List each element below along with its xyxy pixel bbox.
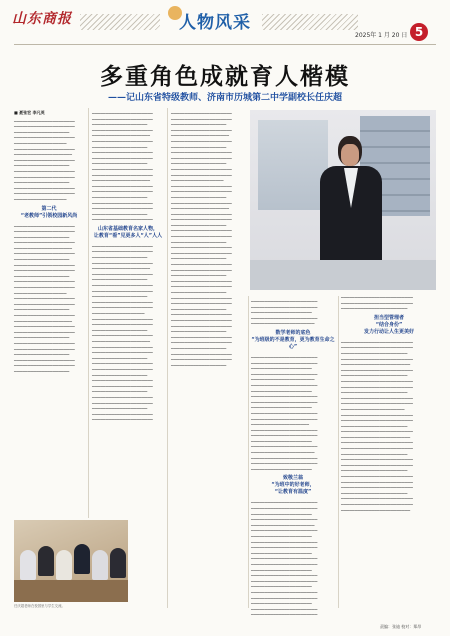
body-text-block: ▁▁▁▁▁▁▁▁▁▁▁▁▁▁▁▁▁▁▁▁▁▁ ▁▁▁▁▁▁▁▁▁▁▁▁▁▁▁▁▁▁▁▁▁▁ ▁▁▁▁▁▁▁▁▁▁▁▁▁▁▁▁▁▁▁▁ ▁▁▁▁▁▁▁▁▁▁▁▁▁▁▁▁▁▁▁▁▁▁ ▁▁▁▁▁▁▁▁▁▁▁▁▁▁▁▁▁▁▁▁▁ ▁▁▁▁▁▁▁▁▁▁▁▁▁▁▁▁▁▁▁▁▁▁ ▁▁▁▁▁▁▁▁▁▁▁▁▁▁▁▁▁▁▁▁ ▁▁▁▁▁▁▁▁▁▁▁▁▁▁▁▁▁▁▁▁▁▁ ▁▁▁▁▁▁▁▁▁▁▁▁▁▁▁▁▁▁▁▁▁▁ ▁▁▁▁▁▁▁▁▁▁▁▁▁▁▁▁▁▁▁▁ ▁▁▁▁▁▁▁▁▁▁▁▁▁▁▁▁▁▁▁▁▁▁ ▁▁▁▁▁▁▁▁▁▁▁▁▁▁▁▁▁▁▁▁▁▁ ▁▁▁▁▁▁▁▁▁▁▁▁▁▁▁▁▁▁▁ ▁▁▁▁▁▁▁▁▁▁▁▁▁▁▁▁▁▁▁▁▁▁ ▁▁▁▁▁▁▁▁▁▁▁▁▁▁▁▁▁▁▁▁▁▁ ▁▁▁▁▁▁▁▁▁▁▁▁▁▁▁▁▁▁▁▁ ▁▁▁▁▁▁▁▁▁▁▁▁▁▁▁▁▁▁▁▁▁▁ ▁▁▁▁▁▁▁▁▁▁▁▁▁▁▁▁▁▁▁▁▁ ▁▁▁▁▁▁▁▁▁▁▁▁▁▁▁▁▁▁▁▁▁▁ ▁▁▁▁▁▁▁▁▁▁▁▁▁▁▁▁▁▁▁▁▁▁ ▁▁▁▁▁▁▁▁▁▁▁▁▁▁▁▁▁▁▁▁ ▁▁▁▁▁▁▁▁▁▁▁▁▁▁▁▁▁▁▁▁▁▁ ▁▁▁▁▁▁▁▁▁▁▁▁▁▁▁▁▁▁▁▁▁▁ ▁▁▁▁▁▁▁▁▁▁▁▁▁▁▁▁▁▁▁▁ ▁▁▁▁▁▁▁▁▁▁▁▁▁▁▁▁▁▁▁▁▁▁ ▁▁▁▁▁▁▁▁▁▁▁▁▁▁▁▁▁▁▁▁▁▁ ▁▁▁▁▁▁▁▁▁▁▁▁▁▁▁▁▁▁▁▁: [14, 222, 75, 372]
column-divider: [338, 296, 339, 608]
body-text-block: ▁▁▁▁▁▁▁▁▁▁▁▁▁▁▁▁▁▁▁▁▁▁▁▁▁▁ ▁▁▁▁▁▁▁▁▁▁▁▁▁▁▁▁▁▁▁▁▁▁▁▁▁▁ ▁▁▁▁▁▁▁▁▁▁▁▁▁▁▁▁▁▁▁▁▁▁▁▁ ▁▁▁▁▁▁▁▁▁▁▁▁▁▁▁▁▁▁▁▁▁▁▁▁▁▁ ▁▁▁▁▁▁▁▁▁▁▁▁▁▁▁▁▁▁▁▁▁▁▁▁▁ ▁▁▁▁▁▁▁▁▁▁▁▁▁▁▁▁▁▁▁▁▁▁▁▁▁▁ ▁▁▁▁▁▁▁▁▁▁▁▁▁▁▁▁▁▁▁▁▁▁▁▁ ▁▁▁▁▁▁▁▁▁▁▁▁▁▁▁▁▁▁▁▁▁▁▁▁▁▁ ▁▁▁▁▁▁▁▁▁▁▁▁▁▁▁▁▁▁▁▁▁▁▁▁▁▁ ▁▁▁▁▁▁▁▁▁▁▁▁▁▁▁▁▁▁▁▁▁▁▁▁ ▁▁▁▁▁▁▁▁▁▁▁▁▁▁▁▁▁▁▁▁▁▁▁▁▁▁ ▁▁▁▁▁▁▁▁▁▁▁▁▁▁▁▁▁▁▁▁▁▁▁▁▁▁ ▁▁▁▁▁▁▁▁▁▁▁▁▁▁▁▁▁▁▁▁▁▁▁ ▁▁▁▁▁▁▁▁▁▁▁▁▁▁▁▁▁▁▁▁▁▁▁▁▁▁ ▁▁▁▁▁▁▁▁▁▁▁▁▁▁▁▁▁▁▁▁▁▁▁▁▁▁ ▁▁▁▁▁▁▁▁▁▁▁▁▁▁▁▁▁▁▁▁▁▁▁▁ ▁▁▁▁▁▁▁▁▁▁▁▁▁▁▁▁▁▁▁▁▁▁▁▁▁▁ ▁▁▁▁▁▁▁▁▁▁▁▁▁▁▁▁▁▁▁▁▁▁▁▁▁ ▁▁▁▁▁▁▁▁▁▁▁▁▁▁▁▁▁▁▁▁▁▁▁▁▁▁ ▁▁▁▁▁▁▁▁▁▁▁▁▁▁▁▁▁▁▁▁▁▁▁▁▁▁ ▁▁▁▁▁▁▁▁▁▁▁▁▁▁▁▁▁▁▁▁▁▁▁▁ ▁▁▁▁▁▁▁▁▁▁▁▁▁▁▁▁▁▁▁▁▁▁▁▁▁▁ ▁▁▁▁▁▁▁▁▁▁▁▁▁▁▁▁▁▁▁▁▁▁▁▁▁▁ ▁▁▁▁▁▁▁▁▁▁▁▁▁▁▁▁▁▁▁▁▁▁▁▁ ▁▁▁▁▁▁▁▁▁▁▁▁▁▁▁▁▁▁▁▁▁▁▁▁▁▁ ▁▁▁▁▁▁▁▁▁▁▁▁▁▁▁▁▁▁▁▁▁▁▁▁▁▁ ▁▁▁▁▁▁▁▁▁▁▁▁▁▁▁▁▁▁▁▁▁▁▁▁▁▁ ▁▁▁▁▁▁▁▁▁▁▁▁▁▁▁▁▁▁▁▁▁▁▁▁ ▁▁▁▁▁▁▁▁▁▁▁▁▁▁▁▁▁▁▁▁▁▁▁▁▁▁ ▁▁▁▁▁▁▁▁▁▁▁▁▁▁▁▁▁▁▁▁▁▁▁▁▁▁ ▁▁▁▁▁▁▁▁▁▁▁▁▁▁▁▁▁▁▁▁▁▁▁▁▁: [341, 338, 413, 511]
header-rule: [14, 44, 436, 45]
column-divider: [248, 296, 249, 608]
classroom-photo: [14, 520, 128, 602]
section-heading-1: 第二代 “老教师”引领校园新风尚: [20, 205, 78, 219]
article-headline: 多重角色成就育人楷模: [100, 64, 350, 90]
body-text-block: ▁▁▁▁▁▁▁▁▁▁▁▁▁▁▁▁▁▁▁▁▁▁▁▁ ▁▁▁▁▁▁▁▁▁▁▁▁▁▁▁▁▁▁▁▁▁▁▁▁ ▁▁▁▁▁▁▁▁▁▁▁▁▁▁▁▁▁▁▁▁▁▁ ▁▁▁▁▁▁▁▁▁▁▁▁▁▁▁▁▁▁▁▁▁▁▁▁ ▁▁▁▁▁▁▁▁▁▁▁▁▁▁▁▁▁▁▁▁▁▁▁ ▁▁▁▁▁▁▁▁▁▁▁▁▁▁▁▁▁▁▁▁▁▁▁▁ ▁▁▁▁▁▁▁▁▁▁▁▁▁▁▁▁▁▁▁▁▁▁ ▁▁▁▁▁▁▁▁▁▁▁▁▁▁▁▁▁▁▁▁▁▁▁▁ ▁▁▁▁▁▁▁▁▁▁▁▁▁▁▁▁▁▁▁▁▁▁▁▁ ▁▁▁▁▁▁▁▁▁▁▁▁▁▁▁▁▁▁▁▁▁▁ ▁▁▁▁▁▁▁▁▁▁▁▁▁▁▁▁▁▁▁▁▁▁▁▁ ▁▁▁▁▁▁▁▁▁▁▁▁▁▁▁▁▁▁▁▁▁▁▁▁ ▁▁▁▁▁▁▁▁▁▁▁▁▁▁▁▁▁▁▁▁▁ ▁▁▁▁▁▁▁▁▁▁▁▁▁▁▁▁▁▁▁▁▁▁▁▁ ▁▁▁▁▁▁▁▁▁▁▁▁▁▁▁▁▁▁▁▁▁▁▁▁ ▁▁▁▁▁▁▁▁▁▁▁▁▁▁▁▁▁▁▁▁▁▁ ▁▁▁▁▁▁▁▁▁▁▁▁▁▁▁▁▁▁▁▁▁▁▁▁ ▁▁▁▁▁▁▁▁▁▁▁▁▁▁▁▁▁▁▁▁▁▁▁ ▁▁▁▁▁▁▁▁▁▁▁▁▁▁▁▁▁▁▁▁▁▁▁▁ ▁▁▁▁▁▁▁▁▁▁▁▁▁▁▁▁▁▁▁▁▁▁▁▁ ▁▁▁▁▁▁▁▁▁▁▁▁▁▁▁▁▁▁▁▁▁▁: [251, 353, 318, 470]
header-stripe-right: [262, 14, 358, 30]
body-text-block: ▁▁▁▁▁▁▁▁▁▁▁▁▁▁▁▁▁▁▁▁▁▁ ▁▁▁▁▁▁▁▁▁▁▁▁▁▁▁▁▁▁▁▁▁▁ ▁▁▁▁▁▁▁▁▁▁▁▁▁▁▁▁▁▁▁▁ ▁▁▁▁▁▁▁▁▁▁▁▁▁▁▁▁▁▁▁▁▁▁ ▁▁▁▁▁▁▁▁▁▁▁▁▁▁▁▁▁▁▁▁▁ ▁▁▁▁▁▁▁▁▁▁▁▁▁▁▁▁▁▁▁▁▁▁ ▁▁▁▁▁▁▁▁▁▁▁▁▁▁▁▁▁▁▁▁ ▁▁▁▁▁▁▁▁▁▁▁▁▁▁▁▁▁▁▁▁▁▁ ▁▁▁▁▁▁▁▁▁▁▁▁▁▁▁▁▁▁▁▁▁▁ ▁▁▁▁▁▁▁▁▁▁▁▁▁▁▁▁▁▁▁▁ ▁▁▁▁▁▁▁▁▁▁▁▁▁▁▁▁▁▁▁▁▁▁ ▁▁▁▁▁▁▁▁▁▁▁▁▁▁▁▁▁▁▁▁▁▁ ▁▁▁▁▁▁▁▁▁▁▁▁▁▁▁▁▁▁▁ ▁▁▁▁▁▁▁▁▁▁▁▁▁▁▁▁▁▁▁▁▁▁ ▁▁▁▁▁▁▁▁▁▁▁▁▁▁▁▁▁▁▁▁▁▁ ▁▁▁▁▁▁▁▁▁▁▁▁▁▁▁▁▁▁▁▁ ▁▁▁▁▁▁▁▁▁▁▁▁▁▁▁▁▁▁▁▁▁▁ ▁▁▁▁▁▁▁▁▁▁▁▁▁▁▁▁▁▁▁▁▁ ▁▁▁▁▁▁▁▁▁▁▁▁▁▁▁▁▁▁▁▁▁▁ ▁▁▁▁▁▁▁▁▁▁▁▁▁▁▁▁▁▁▁▁▁▁ ▁▁▁▁▁▁▁▁▁▁▁▁▁▁▁▁▁▁▁▁ ▁▁▁▁▁▁▁▁▁▁▁▁▁▁▁▁▁▁▁▁▁▁ ▁▁▁▁▁▁▁▁▁▁▁▁▁▁▁▁▁▁▁▁▁▁ ▁▁▁▁▁▁▁▁▁▁▁▁▁▁▁▁▁▁▁▁ ▁▁▁▁▁▁▁▁▁▁▁▁▁▁▁▁▁▁▁▁▁▁ ▁▁▁▁▁▁▁▁▁▁▁▁▁▁▁▁▁▁▁▁▁▁ ▁▁▁▁▁▁▁▁▁▁▁▁▁▁▁▁▁▁▁▁ ▁▁▁▁▁▁▁▁▁▁▁▁▁▁▁▁▁▁▁▁▁▁ ▁▁▁▁▁▁▁▁▁▁▁▁▁▁▁▁▁▁▁▁▁▁ ▁▁▁▁▁▁▁▁▁▁▁▁▁▁▁▁▁▁▁▁ ▁▁▁▁▁▁▁▁▁▁▁▁▁▁▁▁▁▁▁▁▁▁ ▁▁▁▁▁▁▁▁▁▁▁▁▁▁▁▁▁▁▁▁▁▁: [92, 242, 153, 421]
body-text-block: ▁▁▁▁▁▁▁▁▁▁▁▁▁▁▁▁▁▁▁▁▁▁ ▁▁▁▁▁▁▁▁▁▁▁▁▁▁▁▁▁▁▁▁▁▁ ▁▁▁▁▁▁▁▁▁▁▁▁▁▁▁▁▁▁▁▁ ▁▁▁▁▁▁▁▁▁▁▁▁▁▁▁▁▁▁▁▁▁▁ ▁▁▁▁▁▁▁▁▁▁▁▁▁▁▁▁▁▁▁▁▁ ▁▁▁▁▁▁▁▁▁▁▁▁▁▁▁▁▁▁▁▁▁▁ ▁▁▁▁▁▁▁▁▁▁▁▁▁▁▁▁▁▁▁▁ ▁▁▁▁▁▁▁▁▁▁▁▁▁▁▁▁▁▁▁▁▁▁ ▁▁▁▁▁▁▁▁▁▁▁▁▁▁▁▁▁▁▁▁▁▁ ▁▁▁▁▁▁▁▁▁▁▁▁▁▁▁▁▁▁▁▁ ▁▁▁▁▁▁▁▁▁▁▁▁▁▁▁▁▁▁▁▁▁▁ ▁▁▁▁▁▁▁▁▁▁▁▁▁▁▁▁▁▁▁▁▁▁ ▁▁▁▁▁▁▁▁▁▁▁▁▁▁▁▁▁▁▁ ▁▁▁▁▁▁▁▁▁▁▁▁▁▁▁▁▁▁▁▁▁▁ ▁▁▁▁▁▁▁▁▁▁▁▁▁▁▁▁▁▁▁▁▁▁ ▁▁▁▁▁▁▁▁▁▁▁▁▁▁▁▁▁▁▁▁ ▁▁▁▁▁▁▁▁▁▁▁▁▁▁▁▁▁▁▁▁▁▁ ▁▁▁▁▁▁▁▁▁▁▁▁▁▁▁▁▁▁▁▁▁ ▁▁▁▁▁▁▁▁▁▁▁▁▁▁▁▁▁▁▁▁▁▁ ▁▁▁▁▁▁▁▁▁▁▁▁▁▁▁▁▁▁▁▁▁▁ ▁▁▁▁▁▁▁▁▁▁▁▁▁▁▁▁▁▁▁▁ ▁▁▁▁▁▁▁▁▁▁▁▁▁▁▁▁▁▁▁▁▁▁ ▁▁▁▁▁▁▁▁▁▁▁▁▁▁▁▁▁▁▁▁▁▁ ▁▁▁▁▁▁▁▁▁▁▁▁▁▁▁▁▁▁▁▁ ▁▁▁▁▁▁▁▁▁▁▁▁▁▁▁▁▁▁▁▁▁▁ ▁▁▁▁▁▁▁▁▁▁▁▁▁▁▁▁▁▁▁▁▁▁ ▁▁▁▁▁▁▁▁▁▁▁▁▁▁▁▁▁▁▁▁ ▁▁▁▁▁▁▁▁▁▁▁▁▁▁▁▁▁▁▁▁▁▁ ▁▁▁▁▁▁▁▁▁▁▁▁▁▁▁▁▁▁▁▁▁▁ ▁▁▁▁▁▁▁▁▁▁▁▁▁▁▁▁▁▁▁▁ ▁▁▁▁▁▁▁▁▁▁▁▁▁▁▁▁▁▁▁▁▁▁ ▁▁▁▁▁▁▁▁▁▁▁▁▁▁▁▁▁▁▁▁▁▁ ▁▁▁▁▁▁▁▁▁▁▁▁▁▁▁▁▁▁▁▁ ▁▁▁▁▁▁▁▁▁▁▁▁▁▁▁▁▁▁▁▁▁▁ ▁▁▁▁▁▁▁▁▁▁▁▁▁▁▁▁▁▁▁▁▁▁ ▁▁▁▁▁▁▁▁▁▁▁▁▁▁▁▁▁▁▁▁ ▁▁▁▁▁▁▁▁▁▁▁▁▁▁▁▁▁▁▁▁▁▁ ▁▁▁▁▁▁▁▁▁▁▁▁▁▁▁▁▁▁▁▁▁▁ ▁▁▁▁▁▁▁▁▁▁▁▁▁▁▁▁▁▁▁▁▁▁ ▁▁▁▁▁▁▁▁▁▁▁▁▁▁▁▁▁▁▁▁ ▁▁▁▁▁▁▁▁▁▁▁▁▁▁▁▁▁▁▁▁▁▁ ▁▁▁▁▁▁▁▁▁▁▁▁▁▁▁▁▁▁▁▁▁▁ ▁▁▁▁▁▁▁▁▁▁▁▁▁▁▁▁▁▁▁▁ ▁▁▁▁▁▁▁▁▁▁▁▁▁▁▁▁▁▁▁▁▁▁ ▁▁▁▁▁▁▁▁▁▁▁▁▁▁▁▁▁▁▁▁▁▁ ▁▁▁▁▁▁▁▁▁▁▁▁▁▁▁▁▁▁▁▁: [171, 110, 232, 366]
photo-caption: 任庆超老师在校园里与学生交流。: [14, 604, 65, 608]
masthead-logo: 山东商报: [12, 11, 72, 27]
page-number: 5: [410, 23, 428, 41]
body-text-block: ▁▁▁▁▁▁▁▁▁▁▁▁▁▁▁▁▁▁▁▁▁▁▁▁ ▁▁▁▁▁▁▁▁▁▁▁▁▁▁▁▁▁▁▁▁▁▁▁▁ ▁▁▁▁▁▁▁▁▁▁▁▁▁▁▁▁▁▁▁▁▁▁ ▁▁▁▁▁▁▁▁▁▁▁▁▁▁▁▁▁▁▁▁▁▁▁▁ ▁▁▁▁▁▁▁▁▁▁▁▁▁▁▁▁▁▁▁▁▁▁▁: [251, 298, 318, 325]
article-subhead: ——记山东省特级教师、济南市历城第二中学副校长任庆超: [107, 93, 342, 103]
header-stripe-left: [80, 14, 160, 30]
text-column-5: [341, 110, 437, 618]
section-heading-5: 担当型管理者 “结合身份” 发力行动让人生更美好: [363, 314, 414, 335]
body-text-block: ▁▁▁▁▁▁▁▁▁▁▁▁▁▁▁▁▁▁▁▁▁▁ ▁▁▁▁▁▁▁▁▁▁▁▁▁▁▁▁▁▁▁▁▁▁ ▁▁▁▁▁▁▁▁▁▁▁▁▁▁▁▁▁▁▁▁ ▁▁▁▁▁▁▁▁▁▁▁▁▁▁▁▁▁▁▁▁▁▁ ▁▁▁▁▁▁▁▁▁▁▁▁▁▁▁▁▁▁▁ ▁▁▁▁▁▁▁▁▁▁▁▁▁▁▁▁▁▁▁▁▁▁ ▁▁▁▁▁▁▁▁▁▁▁▁▁▁▁▁▁▁▁▁▁ ▁▁▁▁▁▁▁▁▁▁▁▁▁▁▁▁▁▁▁▁▁▁ ▁▁▁▁▁▁▁▁▁▁▁▁▁▁▁▁▁▁▁▁ ▁▁▁▁▁▁▁▁▁▁▁▁▁▁▁▁▁▁▁▁▁▁ ▁▁▁▁▁▁▁▁▁▁▁▁▁▁▁▁▁▁▁▁▁▁ ▁▁▁▁▁▁▁▁▁▁▁▁▁▁▁▁▁▁▁▁ ▁▁▁▁▁▁▁▁▁▁▁▁▁▁▁▁▁▁▁▁▁▁ ▁▁▁▁▁▁▁▁▁▁▁▁▁▁▁▁▁▁▁▁▁▁ ▁▁▁▁▁▁▁▁▁▁▁▁▁▁▁▁▁▁▁: [14, 117, 75, 200]
section-title: 人物风采: [179, 13, 251, 33]
text-column-1: [14, 110, 84, 518]
section-heading-3: 数学老师的底色 “为班级的不是教育，更为教育生命之心”: [251, 329, 335, 350]
page-header: [0, 0, 450, 48]
column-divider: [88, 108, 89, 518]
text-column-4: [251, 298, 335, 616]
body-text-block: ▁▁▁▁▁▁▁▁▁▁▁▁▁▁▁▁▁▁▁▁▁▁▁▁▁▁ ▁▁▁▁▁▁▁▁▁▁▁▁▁▁▁▁▁▁▁▁▁▁▁▁▁▁ ▁▁▁▁▁▁▁▁▁▁▁▁▁▁▁▁▁▁▁▁▁▁▁▁: [341, 294, 413, 310]
column-divider: [167, 108, 168, 608]
text-column-3: [171, 110, 245, 610]
body-text-block: ▁▁▁▁▁▁▁▁▁▁▁▁▁▁▁▁▁▁▁▁▁▁▁▁ ▁▁▁▁▁▁▁▁▁▁▁▁▁▁▁▁▁▁▁▁▁▁▁▁ ▁▁▁▁▁▁▁▁▁▁▁▁▁▁▁▁▁▁▁▁▁▁ ▁▁▁▁▁▁▁▁▁▁▁▁▁▁▁▁▁▁▁▁▁▁▁▁ ▁▁▁▁▁▁▁▁▁▁▁▁▁▁▁▁▁▁▁▁▁▁▁ ▁▁▁▁▁▁▁▁▁▁▁▁▁▁▁▁▁▁▁▁▁▁▁▁ ▁▁▁▁▁▁▁▁▁▁▁▁▁▁▁▁▁▁▁▁▁▁ ▁▁▁▁▁▁▁▁▁▁▁▁▁▁▁▁▁▁▁▁▁▁▁▁ ▁▁▁▁▁▁▁▁▁▁▁▁▁▁▁▁▁▁▁▁▁▁▁▁ ▁▁▁▁▁▁▁▁▁▁▁▁▁▁▁▁▁▁▁▁▁▁ ▁▁▁▁▁▁▁▁▁▁▁▁▁▁▁▁▁▁▁▁▁▁▁▁ ▁▁▁▁▁▁▁▁▁▁▁▁▁▁▁▁▁▁▁▁▁▁▁▁ ▁▁▁▁▁▁▁▁▁▁▁▁▁▁▁▁▁▁▁▁▁▁ ▁▁▁▁▁▁▁▁▁▁▁▁▁▁▁▁▁▁▁▁▁▁▁▁ ▁▁▁▁▁▁▁▁▁▁▁▁▁▁▁▁▁▁▁▁▁▁▁▁ ▁▁▁▁▁▁▁▁▁▁▁▁▁▁▁▁▁▁▁▁▁▁ ▁▁▁▁▁▁▁▁▁▁▁▁▁▁▁▁▁▁▁▁▁▁▁▁ ▁▁▁▁▁▁▁▁▁▁▁▁▁▁▁▁▁▁▁▁▁▁▁▁ ▁▁▁▁▁▁▁▁▁▁▁▁▁▁▁▁▁▁▁▁▁▁ ▁▁▁▁▁▁▁▁▁▁▁▁▁▁▁▁▁▁▁▁▁▁▁▁ ▁▁▁▁▁▁▁▁▁▁▁▁▁▁▁▁▁▁▁▁▁▁▁▁: [251, 499, 318, 616]
section-heading-2: 山东省基础教育名家人物， 让教育“看”见更多人“人”人人: [93, 225, 163, 239]
body-text-block: ▁▁▁▁▁▁▁▁▁▁▁▁▁▁▁▁▁▁▁▁▁▁ ▁▁▁▁▁▁▁▁▁▁▁▁▁▁▁▁▁▁▁▁▁▁ ▁▁▁▁▁▁▁▁▁▁▁▁▁▁▁▁▁▁▁▁ ▁▁▁▁▁▁▁▁▁▁▁▁▁▁▁▁▁▁▁▁▁▁ ▁▁▁▁▁▁▁▁▁▁▁▁▁▁▁▁▁▁▁▁▁ ▁▁▁▁▁▁▁▁▁▁▁▁▁▁▁▁▁▁▁▁▁▁ ▁▁▁▁▁▁▁▁▁▁▁▁▁▁▁▁▁▁▁▁ ▁▁▁▁▁▁▁▁▁▁▁▁▁▁▁▁▁▁▁▁▁▁ ▁▁▁▁▁▁▁▁▁▁▁▁▁▁▁▁▁▁▁▁▁▁ ▁▁▁▁▁▁▁▁▁▁▁▁▁▁▁▁▁▁▁▁ ▁▁▁▁▁▁▁▁▁▁▁▁▁▁▁▁▁▁▁▁▁▁ ▁▁▁▁▁▁▁▁▁▁▁▁▁▁▁▁▁▁▁▁▁▁ ▁▁▁▁▁▁▁▁▁▁▁▁▁▁▁▁▁▁▁▁▁ ▁▁▁▁▁▁▁▁▁▁▁▁▁▁▁▁▁▁▁▁▁▁ ▁▁▁▁▁▁▁▁▁▁▁▁▁▁▁▁▁▁▁▁▁▁ ▁▁▁▁▁▁▁▁▁▁▁▁▁▁▁▁▁▁▁▁ ▁▁▁▁▁▁▁▁▁▁▁▁▁▁▁▁▁▁▁▁▁▁ ▁▁▁▁▁▁▁▁▁▁▁▁▁▁▁▁▁▁▁▁▁▁ ▁▁▁▁▁▁▁▁▁▁▁▁▁▁▁▁▁▁▁▁ ▁▁▁▁▁▁▁▁▁▁▁▁▁▁▁▁▁▁▁▁▁▁: [92, 110, 153, 221]
editor-credit: 责编：张迪 校对：郑昂: [380, 624, 422, 629]
section-heading-4: 致敬兰翁 “为班中的好老师， “让教育有温度”: [271, 475, 315, 496]
issue-date: 2025年 1 月 20 日: [355, 32, 408, 39]
byline: ■ 聂张宏 李凡英: [14, 110, 45, 115]
